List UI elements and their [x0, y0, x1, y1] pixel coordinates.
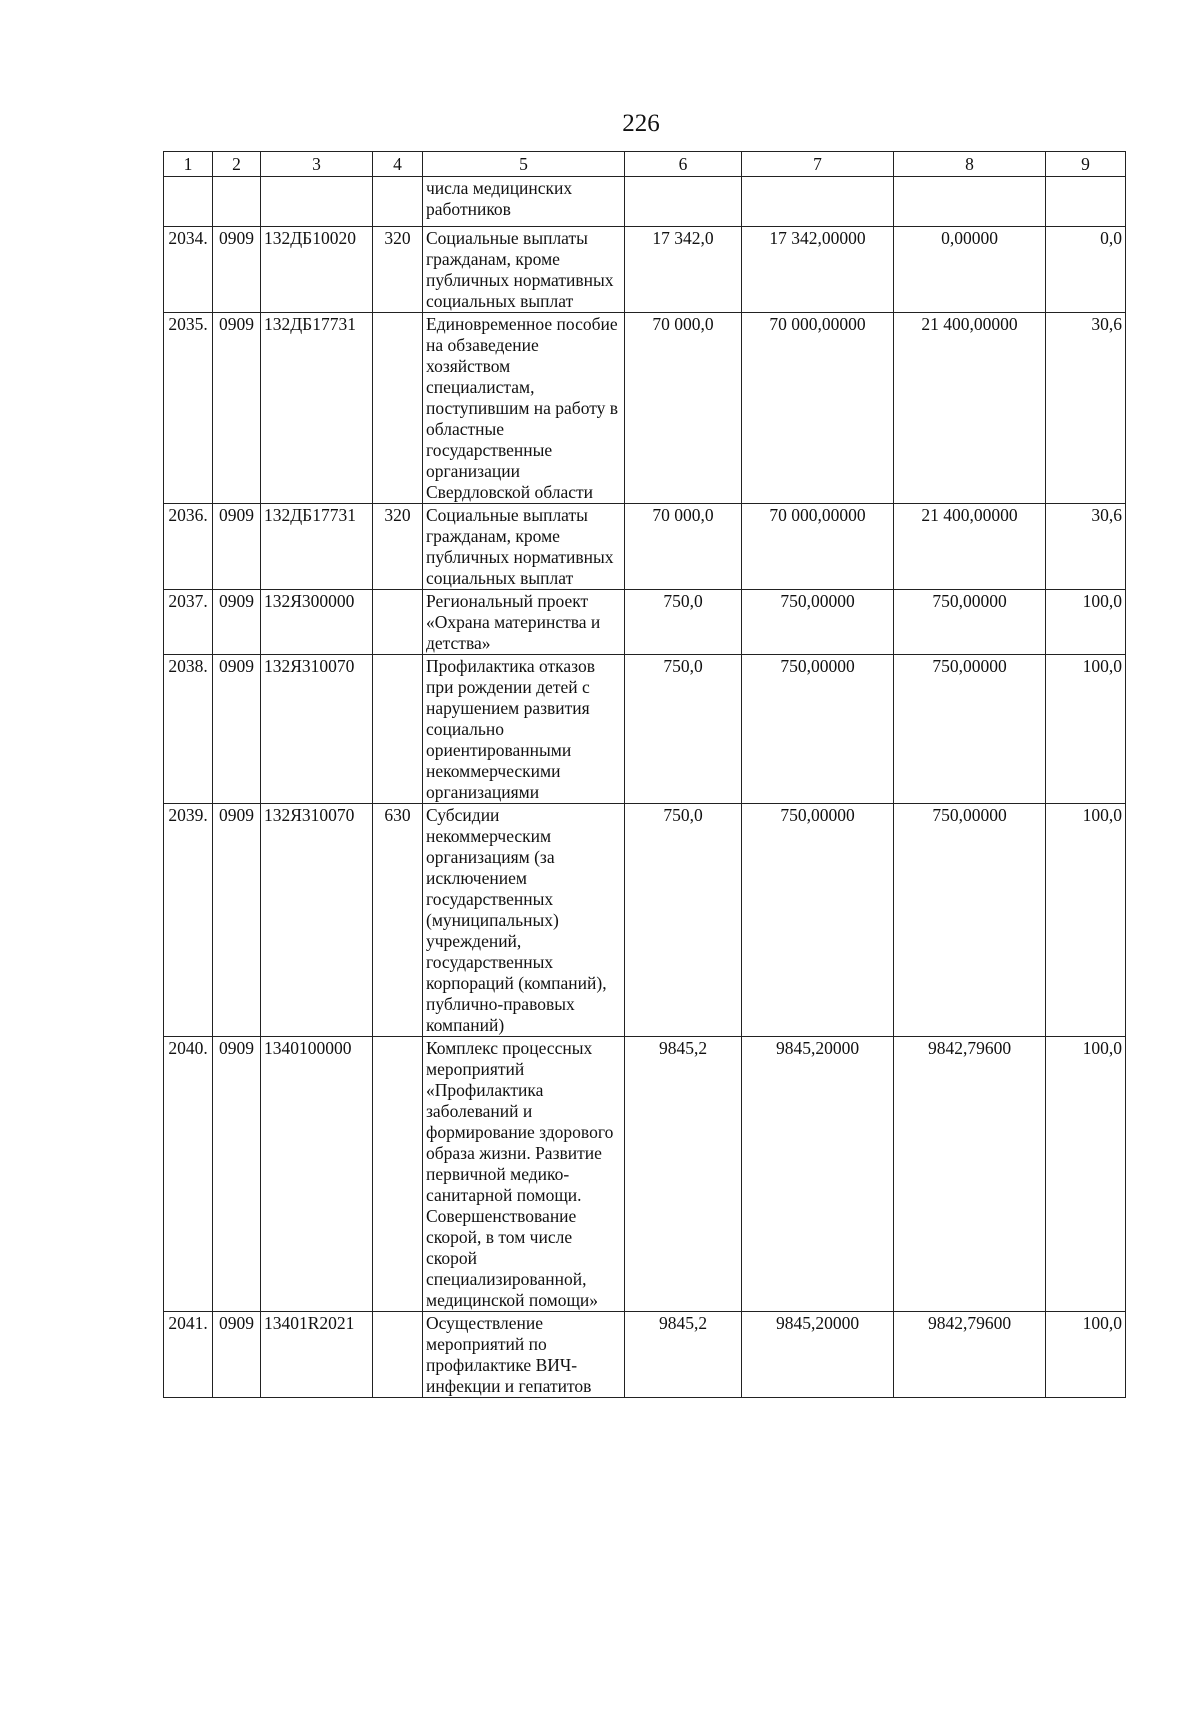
cell-approved: 9845,20000: [742, 1037, 894, 1312]
cell-section-code: 0909: [213, 227, 261, 313]
cell-section-code: 0909: [213, 804, 261, 1037]
cell-section-code: 0909: [213, 1312, 261, 1398]
cell-section-code: 0909: [213, 1037, 261, 1312]
cell-approved: 750,00000: [742, 590, 894, 655]
cell-row-number: 2039.: [164, 804, 213, 1037]
cell-row-number: 2035.: [164, 313, 213, 504]
cell-target-code: 132Я310070: [261, 655, 373, 804]
cell-approved: 750,00000: [742, 655, 894, 804]
cell-empty: [742, 177, 894, 227]
cell-approved: 70 000,00000: [742, 313, 894, 504]
cell-name: Единовременное пособие на обзаведение хозяйством специалистам, поступившим на работу в областные государственные организации Свердловской области: [423, 313, 625, 504]
cell-name: Социальные выплаты гражданам, кроме публичных нормативных социальных выплат: [423, 504, 625, 590]
budget-table: [163, 151, 1126, 1398]
cell-row-number: 2037.: [164, 590, 213, 655]
cell-empty: [373, 177, 423, 227]
cell-percent: 100,0: [1046, 590, 1126, 655]
cell-target-code: 132Я310070: [261, 804, 373, 1037]
cell-plan: 70 000,0: [625, 504, 742, 590]
cell-name: Профилактика отказов при рождении детей с нарушением развития социально ориентированными некоммерческими организациями: [423, 655, 625, 804]
cell-expense-type: [373, 1312, 423, 1398]
col-header-4: 4: [373, 152, 423, 177]
cell-name: Субсидии некоммерческим организациям (за исключением государственных (муниципальных) учреждений, государственных корпораций (компаний), публично-правовых компаний): [423, 804, 625, 1037]
col-header-9: 9: [1046, 152, 1126, 177]
col-header-6: 6: [625, 152, 742, 177]
cell-executed: 750,00000: [894, 804, 1046, 1037]
cell-plan: 750,0: [625, 590, 742, 655]
cell-row-number: 2038.: [164, 655, 213, 804]
cell-percent: 100,0: [1046, 1037, 1126, 1312]
cell-name: Региональный проект «Охрана материнства и детства»: [423, 590, 625, 655]
cell-expense-type: 320: [373, 227, 423, 313]
cell-empty: [261, 177, 373, 227]
cell-percent: 30,6: [1046, 313, 1126, 504]
cell-expense-type: [373, 313, 423, 504]
table-row: [164, 590, 1126, 655]
header-row: [164, 152, 1126, 177]
col-header-3: 3: [261, 152, 373, 177]
cell-plan: 750,0: [625, 655, 742, 804]
cell-name: Комплекс процессных мероприятий «Профилактика заболеваний и формирование здорового образа жизни. Развитие первичной медико-санитарной помощи. Совершенствование скорой, в том числе скорой специализированной, медицинской помощи»: [423, 1037, 625, 1312]
col-header-2: 2: [213, 152, 261, 177]
cell-expense-type: 320: [373, 504, 423, 590]
cell-executed: 750,00000: [894, 655, 1046, 804]
cell-executed: 750,00000: [894, 590, 1046, 655]
cell-expense-type: [373, 590, 423, 655]
table-row: [164, 227, 1126, 313]
col-header-5: 5: [423, 152, 625, 177]
cell-percent: 100,0: [1046, 1312, 1126, 1398]
cell-target-code: 1340100000: [261, 1037, 373, 1312]
cell-approved: 17 342,00000: [742, 227, 894, 313]
cell-empty: [213, 177, 261, 227]
cell-plan: 70 000,0: [625, 313, 742, 504]
cell-target-code: 13401R2021: [261, 1312, 373, 1398]
cell-target-code: 132ДБ17731: [261, 504, 373, 590]
col-header-7: 7: [742, 152, 894, 177]
cell-expense-type: [373, 655, 423, 804]
cell-plan: 9845,2: [625, 1037, 742, 1312]
cell-section-code: 0909: [213, 590, 261, 655]
cell-plan: 750,0: [625, 804, 742, 1037]
cell-plan: 9845,2: [625, 1312, 742, 1398]
cell-executed: 0,00000: [894, 227, 1046, 313]
cell-approved: 750,00000: [742, 804, 894, 1037]
table-row: [164, 804, 1126, 1037]
cell-percent: 0,0: [1046, 227, 1126, 313]
table-row: [164, 655, 1126, 804]
cell-name: числа медицинских работников: [423, 177, 625, 227]
table-row: [164, 1037, 1126, 1312]
col-header-1: 1: [164, 152, 213, 177]
cell-empty: [625, 177, 742, 227]
cell-expense-type: 630: [373, 804, 423, 1037]
cell-section-code: 0909: [213, 504, 261, 590]
continuation-row: [164, 177, 1126, 227]
cell-approved: 9845,20000: [742, 1312, 894, 1398]
cell-executed: 21 400,00000: [894, 504, 1046, 590]
cell-section-code: 0909: [213, 655, 261, 804]
cell-row-number: 2040.: [164, 1037, 213, 1312]
table-row: [164, 1312, 1126, 1398]
cell-plan: 17 342,0: [625, 227, 742, 313]
cell-executed: 9842,79600: [894, 1037, 1046, 1312]
table-row: [164, 313, 1126, 504]
cell-section-code: 0909: [213, 313, 261, 504]
cell-empty: [894, 177, 1046, 227]
cell-name: Социальные выплаты гражданам, кроме публичных нормативных социальных выплат: [423, 227, 625, 313]
cell-executed: 21 400,00000: [894, 313, 1046, 504]
cell-row-number: 2034.: [164, 227, 213, 313]
col-header-8: 8: [894, 152, 1046, 177]
cell-row-number: 2036.: [164, 504, 213, 590]
table-row: [164, 504, 1126, 590]
cell-percent: 30,6: [1046, 504, 1126, 590]
cell-percent: 100,0: [1046, 655, 1126, 804]
cell-expense-type: [373, 1037, 423, 1312]
cell-target-code: 132ДБ10020: [261, 227, 373, 313]
cell-approved: 70 000,00000: [742, 504, 894, 590]
cell-percent: 100,0: [1046, 804, 1126, 1037]
cell-empty: [164, 177, 213, 227]
cell-executed: 9842,79600: [894, 1312, 1046, 1398]
cell-empty: [1046, 177, 1126, 227]
page-number: 226: [622, 110, 660, 137]
cell-target-code: 132ДБ17731: [261, 313, 373, 504]
cell-target-code: 132Я300000: [261, 590, 373, 655]
cell-row-number: 2041.: [164, 1312, 213, 1398]
cell-name: Осуществление мероприятий по профилактике ВИЧ-инфекции и гепатитов: [423, 1312, 625, 1398]
